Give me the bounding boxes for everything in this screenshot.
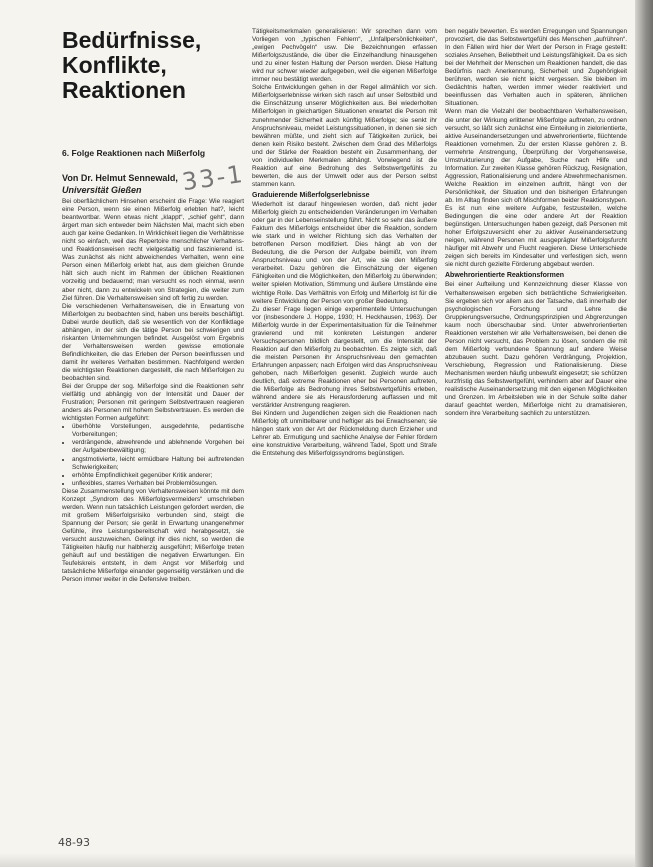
paragraph: Solche Entwicklungen gehen in der Regel allmählich vor sich. Mißerfolgserlebnisse wirken sich rasch auf unser Selbstbild und die Einschätzung unserer Möglichkeiten aus. Bei wiederholten Mißerfolgen in gleichartigen Situationen erwartet die Person mit zunehmender Sicherheit auch künftig Mißerfolge; sie senkt ihr Anspruchsniveau, meidet Leistungssituationen, in denen sie sich bewähren müßte, und zieht sich auf Tätigkeiten zurück, bei denen kein Risiko besteht. Zwischen dem Grad des Mißerfolgs und der Stärke der Reaktion besteht ein Zusammenhang, der von individuellen Merkmalen abhängt. Vorwiegend ist die Reaktion auf eine Bedrohung des Selbstwertgefühls zu bewerten, die aus der Umwelt oder aus der Person selbst stammen kann. [252, 84, 437, 188]
paragraph: Wenn man die Vielzahl der beobachtbaren Verhaltensweisen, die unter der Wirkung erlittener Mißerfolge auftreten, zu ordnen versucht, so läßt sich zunächst eine Einteilung in zielorientierte, aktive Auseinandersetzungen und abwehrorientierte, flüchtende Reaktionen vornehmen. Zu der ersten Klasse gehören z. B. vermehrte Anstrengung, Überprüfung der Vorgehensweise, Umstrukturierung der Aufgabe, Suche nach Hilfe und Information. Zur zweiten Klasse gehören Rückzug, Resignation, Aggression, Rationalisierung und andere Abwehrmechanismen. Welche Reaktion im einzelnen auftritt, hängt von der Persönlichkeit, der Situation und den bisherigen Erfahrungen ab. Im Alltag finden sich oft Mischformen beider Reaktionstypen. [445, 108, 627, 204]
author-institution: Universität Gießen [62, 185, 142, 195]
section-heading: Abwehrorientierte Reaktionsformen [445, 272, 565, 280]
paragraph: Bei der Gruppe der sog. Mißerfolge sind die Reaktionen sehr vielfältig und abhängig von der Intensität und Dauer der Frustration; Personen mit geringem Selbstvertrauen reagieren anders als Personen mit hohem Selbstvertrauen. Es werden die wichtigsten Formen aufgeführt: [62, 383, 244, 423]
page-bottom-shadow [0, 853, 653, 867]
author-name: Von Dr. Helmut Sennewald, [62, 173, 178, 183]
paragraph: Diese Zusammenstellung von Verhaltensweisen könnte mit dem Konzept „Syndrom des Mißerfolgsvermeiders“ umschrieben werden. Wenn nun tatsächlich Leistungen gefordert werden, die mit großem Mißerfolgsrisiko verbunden sind, steigt die Spannung der Person; sie gerät in Erwartung unangenehmer Gefühle, ihre Leistungsbereitschaft wird herabgesetzt, sie versucht auszuweichen. Gelingt ihr dies nicht, so werden die Tätigkeiten häufig nur halbherzig ausgeführt; Mißerfolge treten gehäuft auf und bestätigen die negativen Erwartungen. Ein Teufelskreis entsteht, in dem Angst vor Mißerfolg und tatsächliche Mißerfolge einander gegenseitig verstärken und die Person immer weiter in die Defensive treiben. [62, 487, 244, 584]
paragraph: ben negativ bewerten. Es werden Erregungen und Spannungen provoziert, die das Selbstwertgefühl des Menschen „aufrühren“. In den Fällen wird hier der Wert der Person in Frage gestellt: soziales Ansehen, Beliebtheit und Leistungsfähigkeit. Da es sich bei der Mehrheit der Menschen um Reaktionen handelt, die das Bedürfnis nach Anerkennung, Sicherheit und Zugehörigkeit berühren, werden sie nicht leicht vergessen. Sie bleiben im Gedächtnis haften, werden immer wieder reaktiviert und beeinflussen das Verhalten auch in späteren, ähnlichen Situationen. [445, 28, 627, 108]
paragraph: Zu dieser Frage liegen einige experimentelle Untersuchungen vor (insbesondere J. Hoppe, 1930; H. Heckhausen, 1963). Der Mißerfolg wurde in der Experimentalsituation für die Teilnehmer gravierend und mit konkreten Leistungen anderer Versuchspersonen bildlich dargestellt, um die Intensität der Reaktion auf den Mißerfolg zu beobachten. Es zeigte sich, daß die meisten Personen ihr Anspruchsniveau den gemachten Erfahrungen anpassen; nach Erfolgen wird das Anspruchsniveau gehoben, nach Mißerfolgen gesenkt. Zugleich wurde auch deutlich, daß extreme Reaktionen eher bei Personen auftreten, die Mißerfolge als Bedrohung ihres Selbstwertgefühls erleben, während andere sie als Herausforderung auffassen und mit verstärkter Anstrengung reagieren. [252, 305, 437, 410]
paragraph: Tätigkeitsmerkmalen generalisieren: Wir sprechen dann vom Vorliegen von „typischen Fehlern“, „Unfallpersönlichkeiten“, „ewigen Pechvögeln“ usw. Die Bezeichnungen erfassen Mißerfolgszustände, die über die Einzelhandlung hinausgehen und zu einer festen Haltung der Person werden. Diese Haltung wird nur schwer wieder aufgegeben, weil die eigenen Mißerfolge immer neu bestätigt werden. [252, 28, 437, 84]
series-subtitle: 6. Folge Reaktionen nach Mißerfolg [62, 148, 206, 158]
paragraph: Wiederholt ist darauf hingewiesen worden, daß nicht jeder Mißerfolg gleich zu entscheidenden Veränderungen im Verhalten oder gar in der Lebenseinstellung führt. Nicht so sehr das äußere Faktum des Mißerfolgs entscheidet über die Reaktion, sondern wie stark und in welcher Richtung sich das Verhalten der betroffenen Person modifiziert. Dies hängt ab von der Bedeutung, die die Person der Aufgabe beimißt, von ihrem Anspruchsniveau und von der Art, wie sie den Mißerfolg verarbeitet. Dazu gehören die Einschätzung der eigenen Fähigkeiten und die Möglichkeiten, den Mißerfolg zu überwinden; weiter spielen Motivation, Stimmung und äußere Umstände eine wichtige Rolle. Das Verhältnis von Erfolg und Mißerfolg ist für die weitere Entwicklung der Person von großer Bedeutung. [252, 200, 437, 305]
paragraph: Bei Kindern und Jugendlichen zeigen sich die Reaktionen nach Mißerfolg oft unmittelbarer und heftiger als bei Erwachsenen; sie hängen stark von der Art der Rückmeldung durch Erzieher und Lehrer ab. Ermutigung und sachliche Analyse der Fehler fördern eine konstruktive Verarbeitung, während Tadel, Spott und Strafe die Entstehung des Mißerfolgssyndroms begünstigen. [252, 410, 437, 458]
list-item: • angstmotivierte, leicht ermüdbare Haltung bei auftretenden Schwierigkeiten; [72, 456, 244, 472]
title-line: Reaktionen [62, 77, 186, 103]
paragraph: Die verschiedenen Verhaltensweisen, die in Erwartung von Mißerfolgen zu beobachten sind, haben uns bereits beschäftigt. Dabei wurde deutlich, daß sie wesentlich von der Konfliktlage abhängen, in der sich die tätige Person bei schwierigen und riskanten Unternehmungen befindet. Ausgelöst vom Ergebnis der Verhaltensweisen werden gewisse emotionale Befindlichkeiten, die das Erleben der Person beeinflussen und damit ihr weiteres Verhalten bestimmen. Nachfolgend werden die wichtigsten Reaktionen dargestellt, die nach Mißerfolgen zu beobachten sind. [62, 302, 244, 383]
list-item: • verdrängende, abwehrende und ablehnende Vorgehen bei der Aufgabenbewältigung; [72, 439, 244, 455]
paragraph: Bei einer Aufteilung und Kennzeichnung dieser Klasse von Verhaltensweisen ergeben sich beträchtliche Schwierigkeiten. Sie ergeben sich vor allem aus der Tatsache, daß innerhalb der psychologischen Forschung und Lehre die Gruppierungsversuche, Ordnungsprinzipien und Abgrenzungen kaum noch überschaubar sind. Unter abwehrorientierten Reaktionen verstehen wir alle Verhaltensweisen, bei denen die Person nicht versucht, das Problem zu lösen, sondern die mit dem Mißerfolg verbundene Spannung auf andere Weise abzubauen sucht. Dazu gehören Verdrängung, Projektion, Verschiebung, Regression und Rationalisierung. Diese Mechanismen werden häufig unbewußt eingesetzt; sie schützen kurzfristig das Selbstwertgefühl, verhindern aber auf Dauer eine realistische Auseinandersetzung mit den eigenen Möglichkeiten und Grenzen. Im Arbeitsleben wie in der Schule sollte daher darauf geachtet werden, Mißerfolge nicht zu dramatisieren, sondern ihre Verarbeitung sachlich zu unterstützen. [445, 281, 627, 418]
paragraph: Es ist nun eine weitere Aufgabe, festzustellen, welche Bedingungen die eine oder andere Art der Reaktion begünstigen. Untersuchungen haben gezeigt, daß Personen mit hoher Erfolgszuversicht eher zu aktiver Auseinandersetzung neigen, während Personen mit ausgeprägter Mißerfolgsfurcht häufiger mit Abwehr und Flucht reagieren. Diese Unterschiede zeigen sich bereits im Kindesalter und verfestigen sich, wenn sie nicht durch gezielte Förderung abgebaut werden. [445, 205, 627, 269]
section-heading: Graduierende Mißerfolgserlebnisse [252, 191, 370, 199]
list-item: • überhöhte Vorstellungen, ausgedehnte, pedantische Vorbereitungen; [72, 423, 244, 439]
text-column-2 [252, 28, 437, 836]
page-number: 48-93 [58, 836, 90, 849]
text-column-3 [445, 28, 627, 836]
title-line: Bedürfnisse, [62, 27, 202, 53]
list-item: • erhöhte Empfindlichkeit gegenüber Kritik anderer; [72, 472, 244, 480]
reaction-list [62, 423, 244, 487]
title-line: Konflikte, [62, 52, 167, 78]
handwritten-annotation: 33-1 [180, 159, 247, 197]
binding-edge [635, 0, 653, 867]
article-title [62, 28, 242, 103]
list-item: • unflexibles, starres Verhalten bei Problemlösungen. [72, 480, 244, 488]
text-column-1 [62, 198, 244, 830]
paragraph: Bei oberflächlichem Hinsehen erscheint die Frage: Wie reagiert eine Person, wenn sie einen Mißerfolg erlebten hat?, leicht beantwortbar. Wenn etwas nicht „klappt“, „schief geht“, dann ärgert man sich entweder beim Nächsten Mal, macht sich eben auch gar keine Gedanken. In Wirklichkeit liegen die Verhältnisse nicht so einfach, weil das Repertoire menschlicher Verhaltens- und Reaktionsweisen recht vielgestaltig und faszinierend ist. Was zunächst als nicht abweichendes Verhalten, wenn eine Person einen Mißerfolg erlebt hat, aus dem gleichen Grunde hält sich auch nicht im Rahmen der üblichen Reaktionen vorzeitig und bedauernd; man versucht es noch einmal, wenn aber nicht, dann zu entwickeln von Strategien, die weiter zum Ziel führen. Die Verhaltensweisen sind oft fertig zu werden. [62, 198, 244, 302]
